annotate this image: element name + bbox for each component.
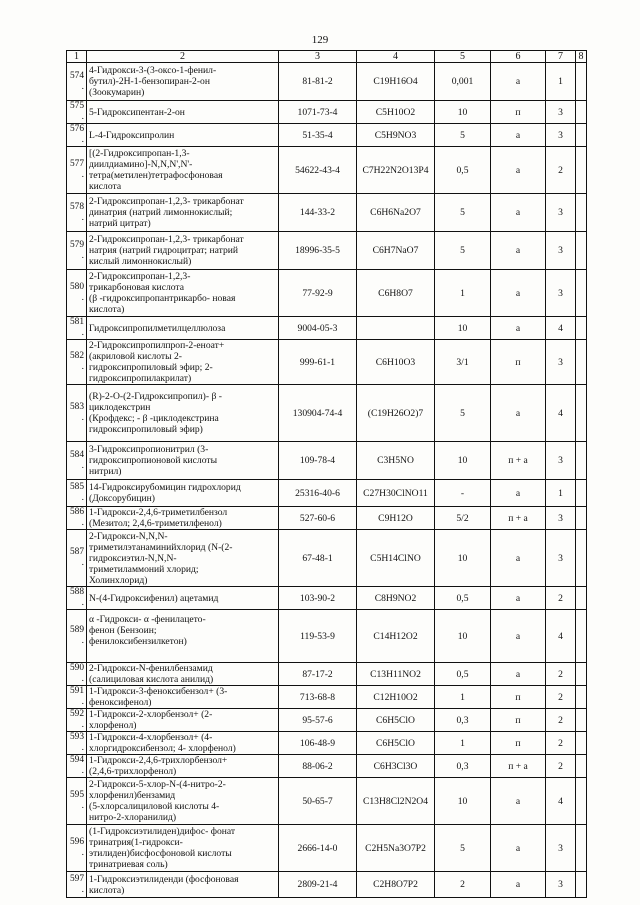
table-row [67, 530, 587, 587]
column-5-value: 5 [435, 232, 491, 270]
cas-number: 54622-43-4 [279, 147, 357, 194]
chemical-formula: C8H9NO2 [357, 587, 435, 610]
substance-name [87, 317, 279, 340]
chemical-formula: (C19H26O2)7 [357, 385, 435, 442]
row-number: 579. [67, 232, 87, 270]
column-8-value [576, 385, 587, 442]
table-row [67, 442, 587, 480]
cas-number: 103-90-2 [279, 587, 357, 610]
table-row [67, 825, 587, 872]
column-6-value: а [491, 147, 546, 194]
table-row [67, 101, 587, 124]
substance-name [87, 442, 279, 480]
substance-name [87, 686, 279, 709]
substance-name-line: тринатриевая соль) [89, 859, 168, 870]
table-row [67, 709, 587, 732]
column-5-value: 0,3 [435, 755, 491, 778]
substance-name-line: (R)-2-O-(2-Гидроксипропил)- β - [89, 391, 222, 402]
table-row [67, 755, 587, 778]
column-8-value [576, 194, 587, 232]
column-7-value: 3 [546, 825, 576, 872]
cas-number: 77-92-9 [279, 270, 357, 317]
substance-name [87, 872, 279, 898]
cas-number: 67-48-1 [279, 530, 357, 587]
substance-name-line: кислота [89, 181, 122, 192]
substance-name-line: нитрил) [89, 466, 122, 477]
substance-name [87, 610, 279, 663]
substance-name-line: 2-Гидроксипропан-1,2,3- трикарбонат [89, 234, 244, 245]
page-number: 129 [311, 34, 329, 46]
column-6-value: а [491, 317, 546, 340]
row-number: 577. [67, 147, 87, 194]
table-row [67, 587, 587, 610]
column-5-value: 5 [435, 194, 491, 232]
row-number: 595. [67, 778, 87, 825]
substance-name-line: 1-Гидроксиэтилиденди (фосфоновая [89, 873, 239, 885]
column-5-value: 1 [435, 686, 491, 709]
cas-number: 2809-21-4 [279, 872, 357, 898]
column-7-value: 2 [546, 663, 576, 686]
substance-name [87, 732, 279, 755]
column-7-value: 3 [546, 101, 576, 124]
column-7-value: 3 [546, 194, 576, 232]
cas-number: 18996-35-5 [279, 232, 357, 270]
column-5-value: 0,3 [435, 709, 491, 732]
substance-name-line: натрий цитрат) [89, 218, 151, 229]
chemical-formula: C6H8O7 [357, 270, 435, 317]
cas-number: 144-33-2 [279, 194, 357, 232]
cas-number: 109-78-4 [279, 442, 357, 480]
substance-name-line: триметиламмоний хлорид; [89, 563, 199, 575]
substance-name-line: 3-Гидроксипропионитрил (3- [89, 444, 209, 455]
column-header: 5 [435, 51, 491, 63]
column-8-value [576, 507, 587, 530]
column-8-value [576, 755, 587, 778]
column-6-value: а [491, 124, 546, 147]
cas-number: 9004-05-3 [279, 317, 357, 340]
cas-number: 81-81-2 [279, 63, 357, 101]
row-number: 582. [67, 340, 87, 385]
chemical-formula: C14H12O2 [357, 610, 435, 663]
chemical-formula [357, 317, 435, 340]
substance-name [87, 270, 279, 317]
column-5-value: 0,5 [435, 147, 491, 194]
substance-name-line: кислый лимоннокислый) [89, 256, 192, 267]
column-8-value [576, 124, 587, 147]
cas-number: 25316-40-6 [279, 480, 357, 507]
substance-name-line: трикарбоновая кислота [89, 282, 184, 293]
column-6-value: а [491, 480, 546, 507]
column-8-value [576, 778, 587, 825]
column-6-value: а [491, 385, 546, 442]
column-7-value: 4 [546, 317, 576, 340]
cas-number: 999-61-1 [279, 340, 357, 385]
column-7-value: 1 [546, 63, 576, 101]
substance-name [87, 755, 279, 778]
substance-name-line: гидроксипропиловый эфир) [89, 424, 203, 435]
substance-name [87, 709, 279, 732]
row-number: 585. [67, 480, 87, 507]
cas-number: 119-53-9 [279, 610, 357, 663]
chemical-formula: C13H8Cl2N2O4 [357, 778, 435, 825]
substance-name-line: (β -гидроксипропантрикарбо- новая [89, 293, 236, 304]
table-row [67, 147, 587, 194]
cas-number: 95-57-6 [279, 709, 357, 732]
cas-number: 87-17-2 [279, 663, 357, 686]
substance-name [87, 507, 279, 530]
column-8-value [576, 530, 587, 587]
substance-name-line: гидроксипропиловый эфир; 2- [89, 362, 213, 373]
column-7-value: 3 [546, 340, 576, 385]
substance-name-line: хлорфенол) [89, 720, 137, 731]
substance-name-line: (5-хлорсалициловой кислоты 4- [89, 801, 220, 812]
column-6-value: а [491, 872, 546, 898]
chemical-formula: C7H22N2O13P4 [357, 147, 435, 194]
substance-name [87, 530, 279, 587]
row-number: 590. [67, 663, 87, 686]
column-8-value [576, 825, 587, 872]
column-6-value: а [491, 778, 546, 825]
column-5-value: - [435, 480, 491, 507]
substance-name-line: хлоргидроксибензол; 4- хлорфенол) [89, 743, 236, 754]
row-number: 575. [67, 101, 87, 124]
substance-name-line: Гидроксипропилметилцеллюлоза [89, 322, 226, 334]
column-6-value: п + а [491, 755, 546, 778]
substance-name-line: кислота) [89, 304, 125, 315]
substance-name-line: (Доксорубицин) [89, 493, 155, 504]
column-5-value: 10 [435, 442, 491, 480]
chemical-formula: C27H30ClNO11 [357, 480, 435, 507]
substance-name-line: (Мезитол; 2,4,6-триметилфенол) [89, 518, 222, 529]
table-row [67, 686, 587, 709]
column-5-value: 1 [435, 270, 491, 317]
substance-name-line: триметилэтанаминийхлорид (N-(2- [89, 541, 233, 553]
substance-name-line: этилиден)бисфосфоновой кислоты [89, 848, 232, 859]
substance-name-line: 2-Гидрокси-N,N,N- [89, 530, 168, 542]
column-6-value: п [491, 340, 546, 385]
substance-name-line: 5-Гидроксипентан-2-он [89, 106, 185, 118]
substance-name-line: бутил)-2H-1-бензопиран-2-он [89, 76, 210, 87]
chemical-formula: C12H10O2 [357, 686, 435, 709]
column-6-value: а [491, 63, 546, 101]
cas-number: 2666-14-0 [279, 825, 357, 872]
substance-name-line: 1-Гидрокси-3-феноксибензол+ (3- [89, 686, 228, 697]
substance-name-line: фенон (Бензоин; [89, 625, 157, 636]
column-8-value [576, 686, 587, 709]
table-row [67, 385, 587, 442]
column-5-value: 5/2 [435, 507, 491, 530]
substance-name-line: (Зоокумарин) [89, 87, 145, 98]
cas-number: 51-35-4 [279, 124, 357, 147]
row-number: 593. [67, 732, 87, 755]
column-8-value [576, 480, 587, 507]
chemical-formula: C19H16O4 [357, 63, 435, 101]
column-5-value: 10 [435, 778, 491, 825]
substance-name [87, 385, 279, 442]
column-number-row [67, 51, 587, 63]
substance-name-line: (2,4,6-трихлорфенол) [89, 766, 177, 777]
row-number: 586. [67, 507, 87, 530]
substances-table [66, 50, 587, 898]
column-8-value [576, 147, 587, 194]
row-number: 596. [67, 825, 87, 872]
column-5-value: 1 [435, 732, 491, 755]
column-header: 6 [491, 51, 546, 63]
table-row [67, 872, 587, 898]
substance-name-line: [(2-Гидроксипропан-1,3- [89, 148, 190, 159]
column-8-value [576, 587, 587, 610]
table-row [67, 507, 587, 530]
table-row [67, 124, 587, 147]
substance-name-line: N-(4-Гидроксифенил) ацетамид [89, 592, 219, 604]
substance-name [87, 194, 279, 232]
column-6-value: п + а [491, 507, 546, 530]
substance-name [87, 778, 279, 825]
substance-name [87, 480, 279, 507]
column-header: 7 [546, 51, 576, 63]
column-5-value: 10 [435, 610, 491, 663]
column-7-value: 4 [546, 610, 576, 663]
table-row [67, 194, 587, 232]
column-header: 8 [576, 51, 587, 63]
column-6-value: п + а [491, 442, 546, 480]
substance-name-line: натрия (натрий гидроцитрат; натрий [89, 245, 239, 256]
cas-number: 527-60-6 [279, 507, 357, 530]
substance-name-line: 1-Гидрокси-2,4,6-трихлорбензол+ [89, 755, 228, 766]
table-row [67, 778, 587, 825]
substance-name [87, 825, 279, 872]
substance-name [87, 587, 279, 610]
substance-name [87, 124, 279, 147]
table-row [67, 63, 587, 101]
substance-name-line: 4-Гидрокси-3-(3-оксо-1-фенил- [89, 65, 217, 76]
column-6-value: а [491, 232, 546, 270]
chemical-formula: C5H9NO3 [357, 124, 435, 147]
substance-name-line: 14-Гидроксирубомицин гидрохлорид [89, 482, 241, 493]
column-8-value [576, 270, 587, 317]
column-7-value: 2 [546, 732, 576, 755]
column-7-value: 3 [546, 872, 576, 898]
substance-name-line: диилдиамино]-N,N,N',N'- [89, 159, 193, 170]
substance-name-line: тетра(метилен)тетрафосфоновая [89, 170, 223, 181]
column-7-value: 3 [546, 530, 576, 587]
column-5-value: 10 [435, 101, 491, 124]
substance-name-line: Холинхлорид) [89, 574, 148, 586]
table-row [67, 610, 587, 663]
column-7-value: 3 [546, 507, 576, 530]
substance-name-line [89, 647, 276, 658]
substance-name-line: циклодекстрин [89, 402, 151, 413]
chemical-formula: C2H8O7P2 [357, 872, 435, 898]
column-8-value [576, 872, 587, 898]
column-8-value [576, 101, 587, 124]
substance-name-line: гидроксиэтил-N,N,N- [89, 552, 177, 564]
substance-name-line: гидроксипропионовой кислоты [89, 455, 218, 466]
column-7-value: 1 [546, 480, 576, 507]
column-6-value: а [491, 587, 546, 610]
chemical-formula: C6H3Cl3O [357, 755, 435, 778]
column-8-value [576, 317, 587, 340]
column-6-value: а [491, 530, 546, 587]
substance-name-line: 2-Гидрокси-N-фенилбензамид [89, 663, 213, 674]
table-row [67, 340, 587, 385]
table-row [67, 663, 587, 686]
column-7-value: 4 [546, 385, 576, 442]
column-7-value: 4 [546, 778, 576, 825]
substance-name-line: 1-Гидрокси-2-хлорбензол+ (2- [89, 709, 213, 720]
substance-name-line: α -Гидрокси- α -фенилацето- [89, 614, 206, 625]
substance-name-line: нитро-2-хлоранилид) [89, 812, 177, 823]
column-header: 2 [87, 51, 279, 63]
substance-name-line: 2-Гидрокси-5-хлор-N-(4-нитро-2- [89, 779, 226, 790]
cas-number: 130904-74-4 [279, 385, 357, 442]
column-8-value [576, 232, 587, 270]
column-6-value: а [491, 825, 546, 872]
column-5-value: 10 [435, 317, 491, 340]
chemical-formula: C6H7NaO7 [357, 232, 435, 270]
substance-name-line: фенилоксибензилкетон) [89, 636, 187, 647]
chemical-formula: C6H5ClO [357, 732, 435, 755]
column-7-value: 2 [546, 755, 576, 778]
substance-name-line: 2-Гидроксипропан-1,2,3- трикарбонат [89, 196, 244, 207]
row-number: 589. [67, 610, 87, 663]
chemical-formula: C3H5NO [357, 442, 435, 480]
column-7-value: 2 [546, 587, 576, 610]
column-header: 3 [279, 51, 357, 63]
substance-name [87, 232, 279, 270]
chemical-formula: C6H5ClO [357, 709, 435, 732]
substance-name-line: 1-Гидрокси-4-хлорбензол+ (4- [89, 732, 213, 743]
column-6-value: а [491, 610, 546, 663]
chemical-formula: C5H10O2 [357, 101, 435, 124]
chemical-formula: C6H10O3 [357, 340, 435, 385]
column-8-value [576, 709, 587, 732]
column-5-value: 0,5 [435, 587, 491, 610]
substance-name-line: (акриловой кислоты 2- [89, 351, 182, 362]
row-number: 588. [67, 587, 87, 610]
row-number: 594. [67, 755, 87, 778]
column-6-value: а [491, 663, 546, 686]
substance-name [87, 340, 279, 385]
table-row [67, 480, 587, 507]
column-5-value: 3/1 [435, 340, 491, 385]
substance-name-line: тринатрия(1-гидрокси- [89, 837, 183, 848]
substance-name [87, 101, 279, 124]
cas-number: 713-68-8 [279, 686, 357, 709]
column-5-value: 5 [435, 825, 491, 872]
column-8-value [576, 63, 587, 101]
row-number: 580. [67, 270, 87, 317]
column-8-value [576, 732, 587, 755]
substance-name-line: гидроксипропилакрилат) [89, 373, 192, 384]
column-7-value: 3 [546, 442, 576, 480]
column-8-value [576, 663, 587, 686]
row-number: 591. [67, 686, 87, 709]
row-number: 587. [67, 530, 87, 587]
column-5-value: 5 [435, 385, 491, 442]
column-8-value [576, 340, 587, 385]
column-5-value: 5 [435, 124, 491, 147]
substance-name-line: L-4-Гидроксипролин [89, 129, 175, 141]
cas-number: 88-06-2 [279, 755, 357, 778]
table-row [67, 232, 587, 270]
substance-name-line: феноксифенол) [89, 697, 152, 708]
row-number: 581. [67, 317, 87, 340]
column-8-value [576, 442, 587, 480]
column-6-value: а [491, 270, 546, 317]
cas-number: 50-65-7 [279, 778, 357, 825]
row-number: 578. [67, 194, 87, 232]
substance-name [87, 663, 279, 686]
column-8-value [576, 610, 587, 663]
column-6-value: п [491, 732, 546, 755]
chemical-formula: C2H5Na3O7P2 [357, 825, 435, 872]
column-6-value: п [491, 709, 546, 732]
table-row [67, 270, 587, 317]
substance-name-line: (салициловая кислота анилид) [89, 674, 214, 685]
substance-name-line: динатрия (натрий лимоннокислый; [89, 207, 233, 218]
row-number: 576. [67, 124, 87, 147]
substance-name-line: (1-Гидроксиэтилиден)дифос- фонат [89, 826, 236, 837]
substance-name-line: (Крофдекс; - β -циклодекстрина [89, 413, 219, 424]
column-5-value: 2 [435, 872, 491, 898]
chemical-formula: C9H12O [357, 507, 435, 530]
substance-name-line: 1-Гидрокси-2,4,6-триметилбензол [89, 507, 228, 518]
column-header: 4 [357, 51, 435, 63]
substance-name-line: хлорфенил)бензамид [89, 790, 176, 801]
column-7-value: 3 [546, 232, 576, 270]
column-5-value: 10 [435, 530, 491, 587]
column-7-value: 3 [546, 124, 576, 147]
column-header: 1 [67, 51, 87, 63]
cas-number: 106-48-9 [279, 732, 357, 755]
column-7-value: 2 [546, 147, 576, 194]
row-number: 583. [67, 385, 87, 442]
table-row [67, 732, 587, 755]
column-7-value: 3 [546, 270, 576, 317]
row-number: 592. [67, 709, 87, 732]
column-5-value: 0,001 [435, 63, 491, 101]
table-row [67, 317, 587, 340]
substance-name-line: 2-Гидроксипропилпроп-2-еноат+ [89, 340, 225, 351]
column-6-value: п [491, 686, 546, 709]
substance-name [87, 63, 279, 101]
column-5-value: 0,5 [435, 663, 491, 686]
column-7-value: 2 [546, 686, 576, 709]
chemical-formula: C5H14ClNO [357, 530, 435, 587]
row-number: 597. [67, 872, 87, 898]
cas-number: 1071-73-4 [279, 101, 357, 124]
column-7-value: 2 [546, 709, 576, 732]
chemical-formula: C13H11NO2 [357, 663, 435, 686]
column-6-value: п [491, 101, 546, 124]
substance-name [87, 147, 279, 194]
column-6-value: а [491, 194, 546, 232]
substance-name-line: 2-Гидроксипропан-1,2,3- [89, 271, 191, 282]
chemical-formula: C6H6Na2O7 [357, 194, 435, 232]
row-number: 574. [67, 63, 87, 101]
substance-name-line: кислота) [89, 884, 125, 896]
row-number: 584. [67, 442, 87, 480]
